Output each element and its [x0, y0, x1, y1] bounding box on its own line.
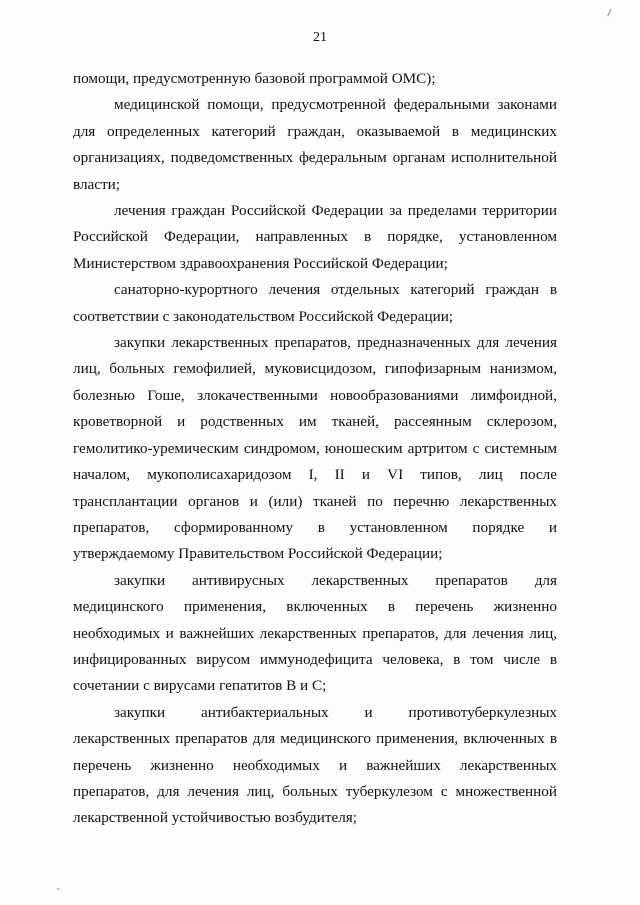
- scan-mark: [604, 8, 611, 17]
- paragraph-antiviral-purchases: закупки антивирусных лекарственных препаратов для медицинского применения, включенных в перечень жизненно необходимых и важнейших лекарственных препаратов, для лечения лиц, инфицированных вирусом иммунодефицита человека, в том числе в сочетании с вирусами гепатитов B и C;: [73, 571, 557, 695]
- paragraph-antibacterial-purchases: закупки антибактериальных и противотуберкулезных лекарственных препаратов для медицинского применения, включенных в перечень жизненно необходимых и важнейших лекарственных препаратов, для лечения лиц, больных туберкулезом с множественной лекарственной устойчивостью возбудителя;: [73, 703, 557, 827]
- paragraph-continuation: помощи, предусмотренную базовой программой ОМС);: [73, 70, 436, 87]
- page-number: 21: [313, 30, 327, 45]
- paragraph-treatment-abroad: лечения граждан Российской Федерации за пределами территории Российской Федерации, направленных в порядке, установленном Министерством здравоохранения Российской Федерации;: [73, 202, 557, 272]
- paragraph-drug-purchases: закупки лекарственных препаратов, предназначенных для лечения лиц, больных гемофилией, муковисцидозом, гипофизарным нанизмом, болезнью Гоше, злокачественными новообразованиями лимфоидной, кроветворной и родственных им тканей, рассеянным склерозом, гемолитико-уремическим синдромом, юношеским артритом с системным началом, мукополисахаридозом I, II и VI типов, лиц после трансплантации органов и (или) тканей по перечню лекарственных препаратов, сформированному в установленном порядке и утверждаемому Правительством Российской Федерации;: [73, 334, 557, 563]
- paragraph-federal-laws: медицинской помощи, предусмотренной федеральными законами для определенных категорий граждан, оказываемой в медицинских организациях, подведомственных федеральным органам исполнительной власти;: [73, 96, 557, 193]
- paragraph-sanatorium: санаторно-курортного лечения отдельных категорий граждан в соответствии с законодательством Российской Федерации;: [73, 281, 557, 325]
- document-body: [73, 66, 557, 832]
- scan-dot: [57, 888, 59, 890]
